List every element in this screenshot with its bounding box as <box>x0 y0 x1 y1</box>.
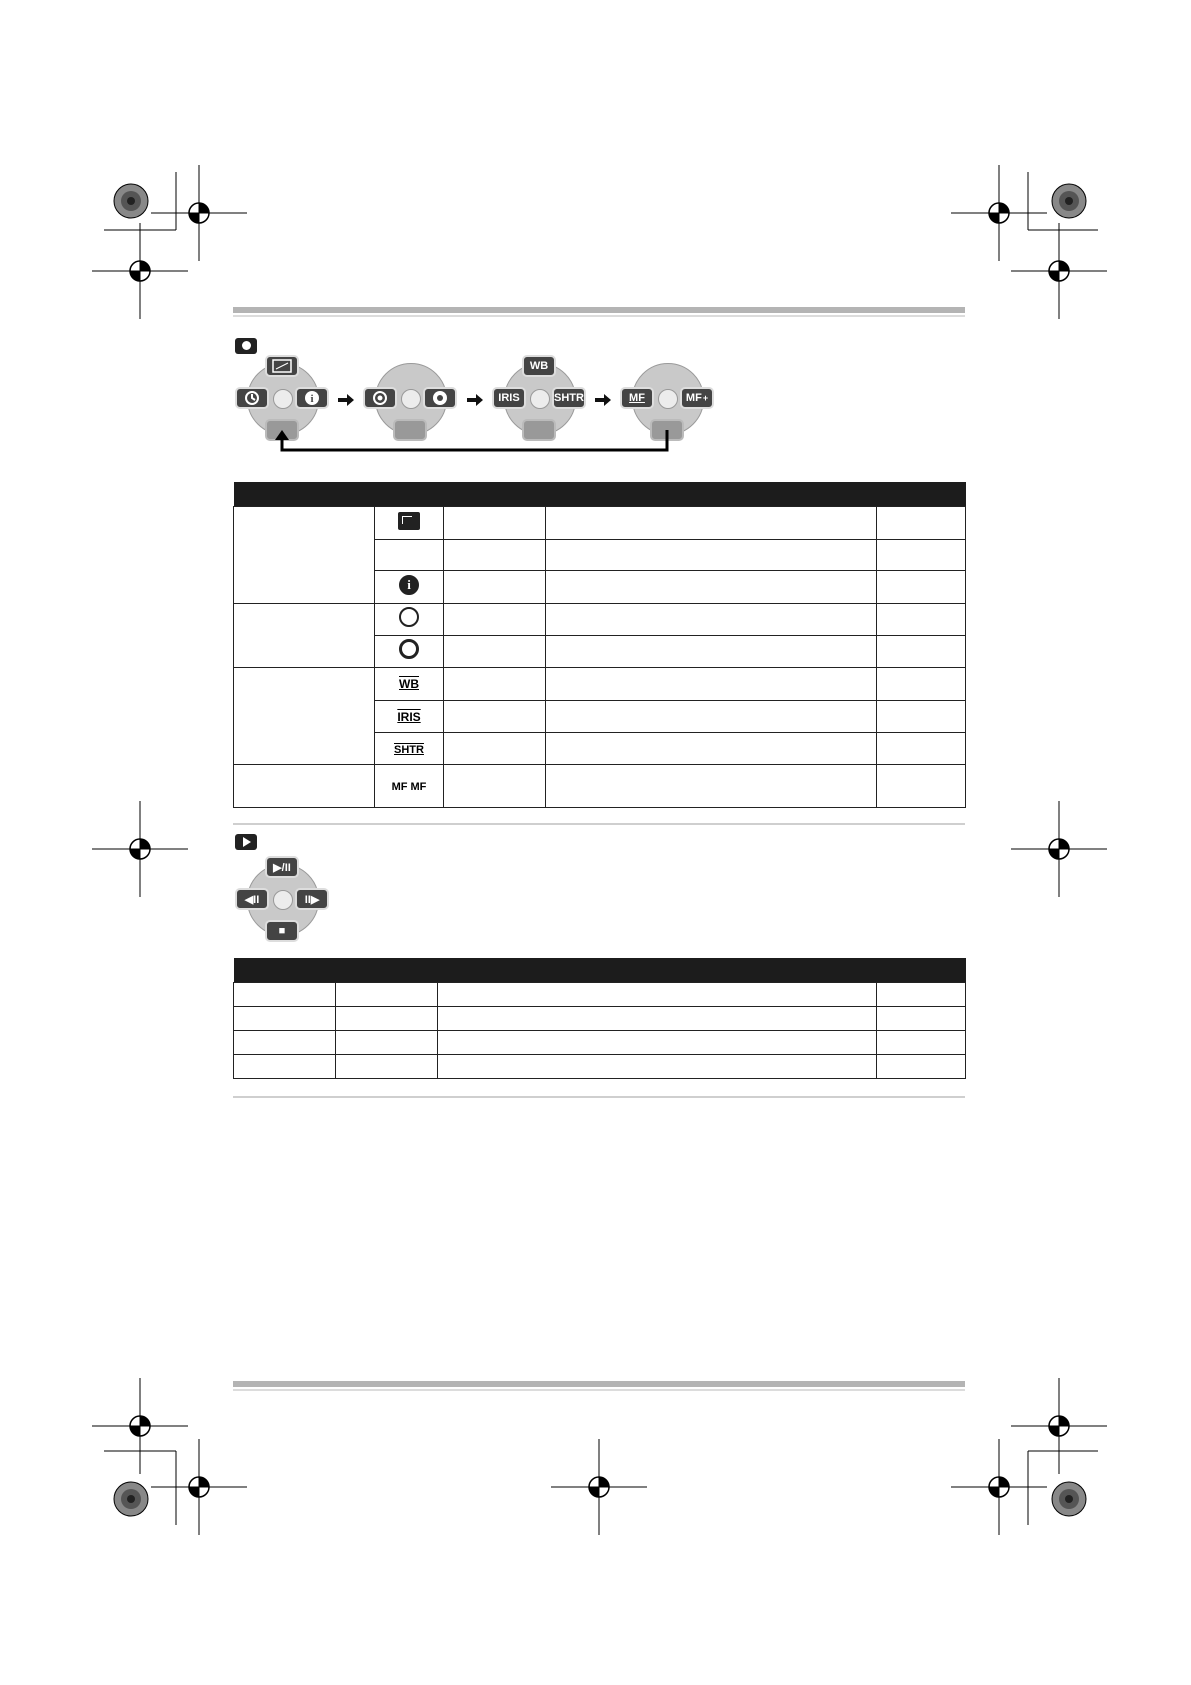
mf-minus-icon: MF <box>620 387 654 409</box>
soft-skin-icon <box>363 387 397 409</box>
section-divider <box>233 1096 965 1098</box>
header-rule <box>233 307 965 313</box>
playback-icon-pad <box>235 856 329 950</box>
table-row <box>234 507 966 540</box>
camera-mode-icon <box>235 338 257 354</box>
info-icon <box>295 387 329 409</box>
table-header-row <box>234 482 966 507</box>
tele-macro-icon <box>399 639 419 659</box>
footer-rule <box>233 1381 965 1387</box>
arrow-right-icon <box>467 394 483 406</box>
mf-minus-plus-icon: MF MF <box>391 781 427 793</box>
iris-icon: IRIS <box>492 387 526 409</box>
wb-icon: WB <box>399 677 419 691</box>
table-row <box>234 1007 966 1031</box>
skip-forward-icon: II▶ <box>295 888 329 910</box>
wb-icon: WB <box>522 355 556 377</box>
tele-macro-icon <box>423 387 457 409</box>
playback-mode-icon <box>235 834 257 850</box>
skip-back-icon: ◀II <box>235 888 269 910</box>
table-row <box>234 1055 966 1079</box>
table-row <box>234 1031 966 1055</box>
table-row <box>234 983 966 1007</box>
svg-text:i: i <box>310 393 314 405</box>
mf-plus-icon: MF + <box>680 387 714 409</box>
camera-operation-table <box>233 482 966 808</box>
shutter-icon: SHTR <box>552 387 586 409</box>
table-row <box>234 668 966 701</box>
soft-skin-icon <box>399 607 419 627</box>
table-row <box>234 765 966 808</box>
playback-operation-table <box>233 958 966 1079</box>
self-timer-icon <box>235 387 269 409</box>
return-arrow-icon <box>270 430 670 458</box>
play-pause-icon: ▶/II <box>265 856 299 878</box>
backlight-icon <box>265 355 299 377</box>
stop-icon: ■ <box>265 920 299 942</box>
table-row <box>234 604 966 636</box>
table-header-row <box>234 958 966 983</box>
iris-icon: IRIS <box>397 709 421 724</box>
section-divider <box>233 823 965 825</box>
arrow-right-icon <box>595 394 611 406</box>
info-icon <box>399 575 419 595</box>
arrow-right-icon <box>338 394 354 406</box>
shutter-icon: SHTR <box>394 743 424 756</box>
backlight-icon <box>398 512 420 530</box>
